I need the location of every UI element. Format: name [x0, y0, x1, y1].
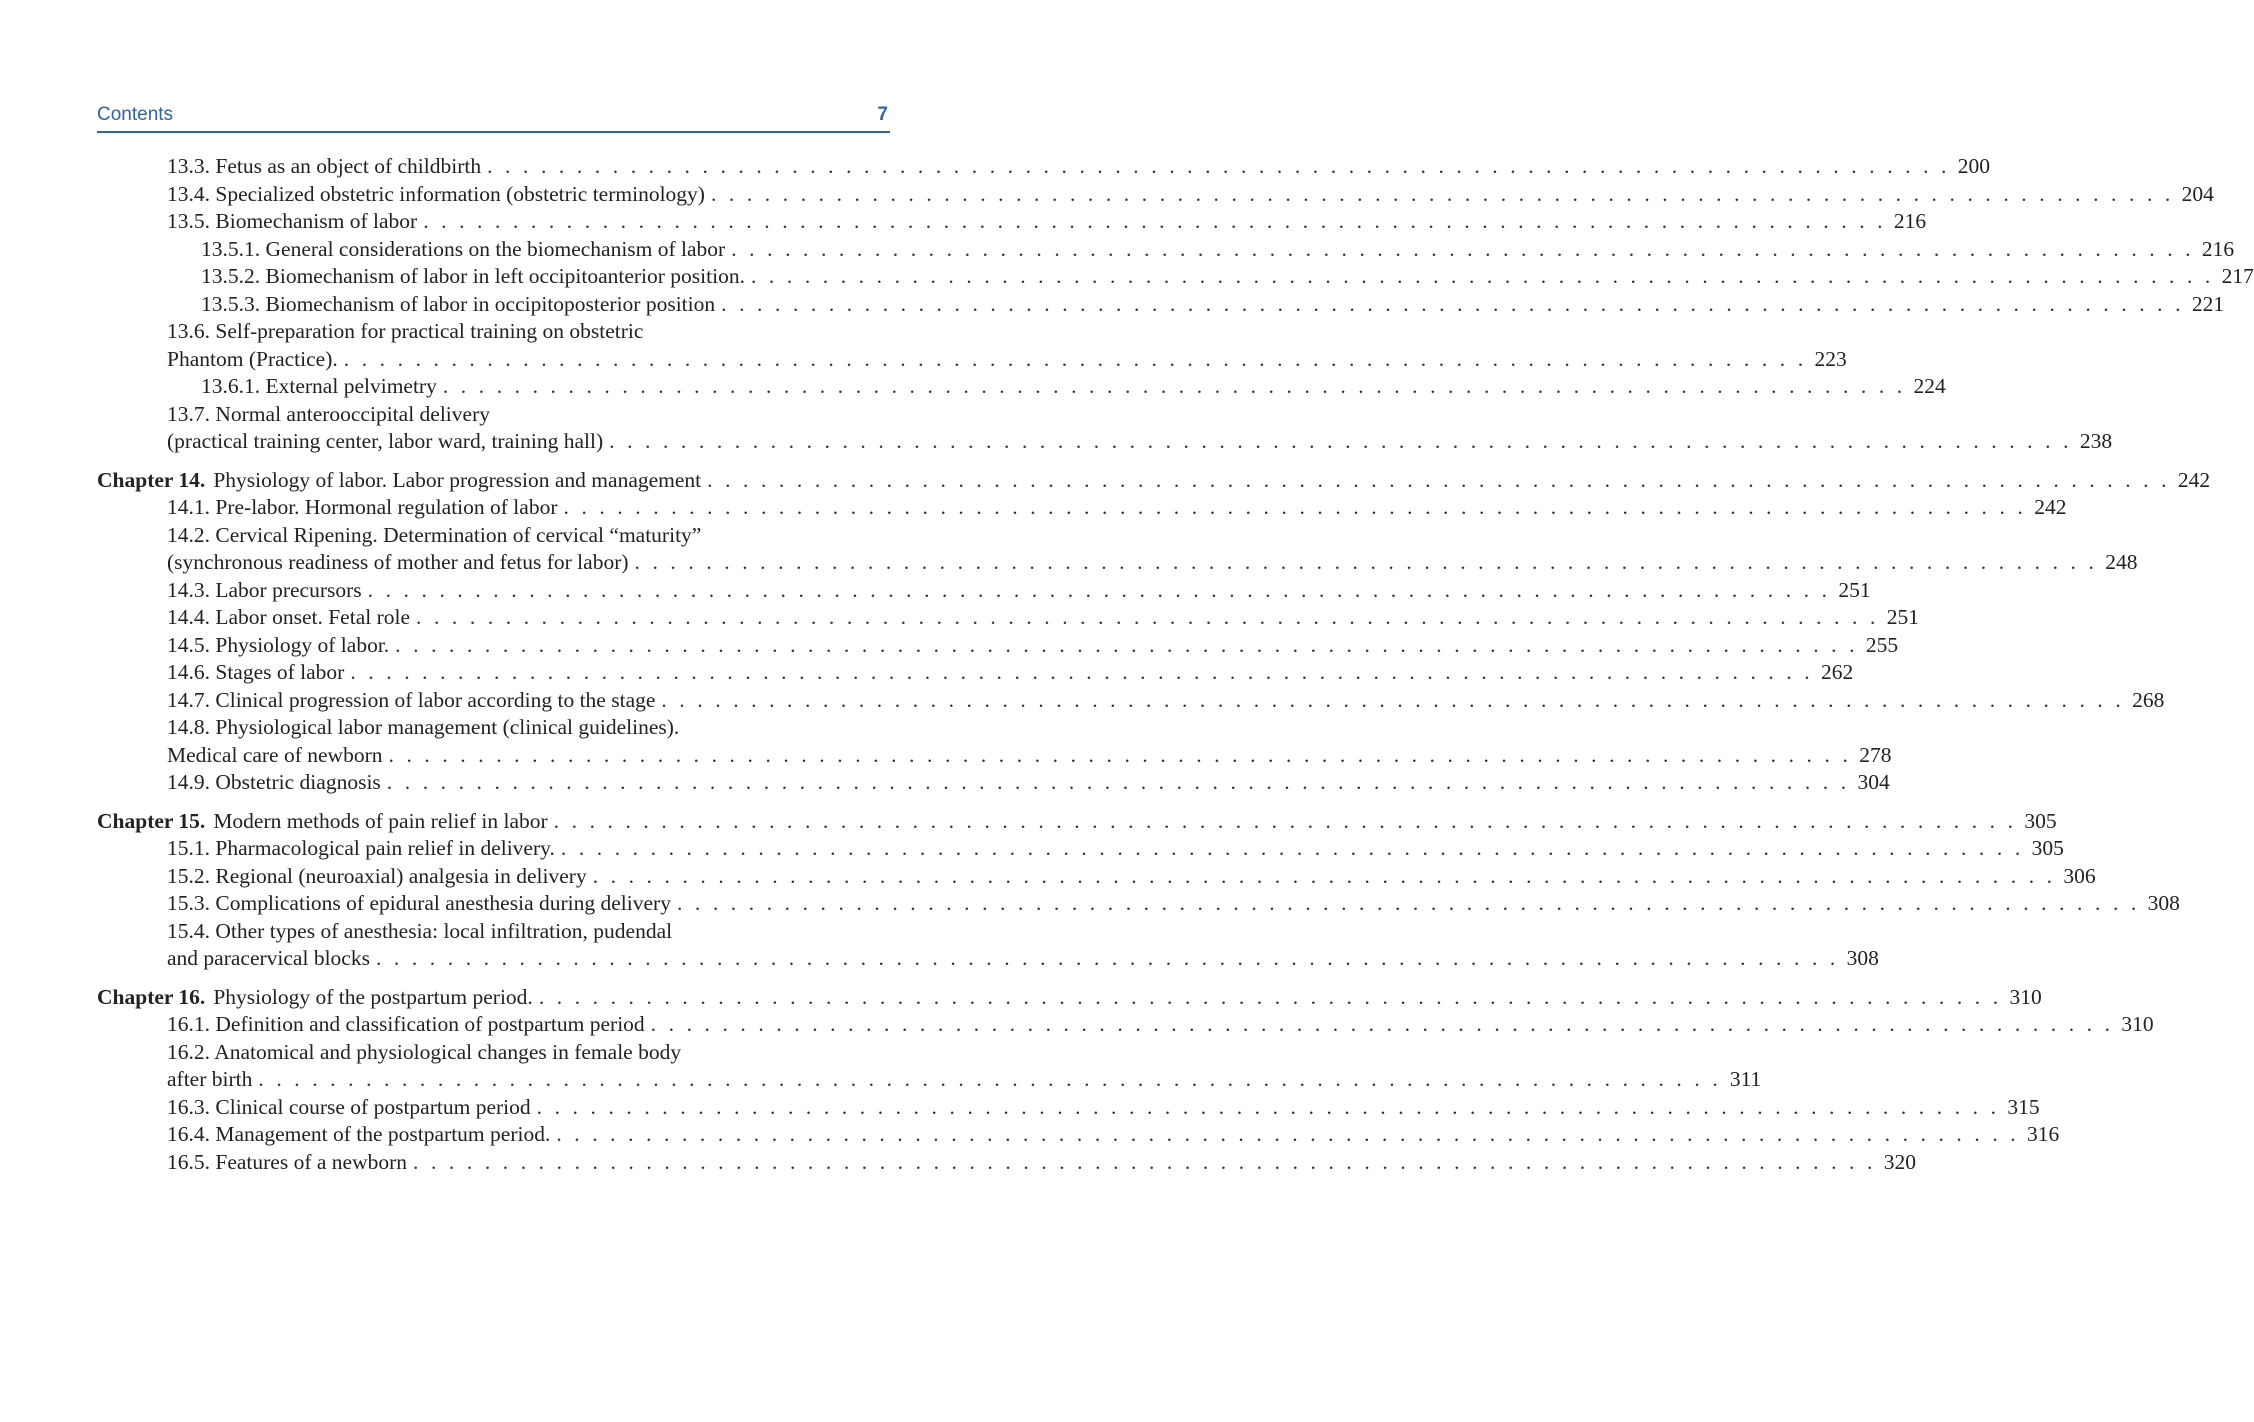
entry-text: Phantom (Practice).: [167, 346, 338, 371]
page-number: 248: [2105, 550, 2138, 574]
toc-entry-title: [167, 494, 558, 522]
toc-entry-title: [201, 373, 437, 401]
page-number: 238: [2079, 429, 2113, 453]
toc-group: [97, 153, 2254, 456]
toc-group: [97, 808, 2180, 973]
page-number: 217: [2221, 264, 2254, 288]
dot-leader: . . . . . . . . . . . . . . . . . . . . . . . . . . . . . . . . . . . . . . . . . . . . . . . . . . . . . . . . . . . . . . . . . . . . . . . . . . . . . . . . . .: [750, 264, 2214, 288]
table-of-contents: [97, 153, 2254, 1187]
entry-text: 14.9. Obstetric diagnosis: [167, 770, 381, 794]
toc-entry-title: [167, 1039, 681, 1067]
toc-entry[interactable]: [97, 401, 889, 429]
entry-text: 14.5. Physiology of labor.: [167, 632, 390, 657]
toc-entry-title: [167, 1011, 645, 1039]
page-number: 204: [2181, 181, 2214, 206]
toc-entry-title: [167, 577, 362, 605]
toc-entry[interactable]: [97, 890, 2180, 918]
page-number: 224: [1913, 374, 1946, 398]
page-number: 278: [1859, 742, 1892, 767]
dot-leader: . . . . . . . . . . . . . . . . . . . . . . . . . . . . . . . . . . . . . . . . . . . . . . . . . . . . . . . . . . . . . . . . . . . . . . . . . . . . . . . . . .: [661, 687, 2125, 712]
toc-entry[interactable]: [97, 1011, 2154, 1039]
page-number: 310: [2009, 984, 2042, 1009]
page-number: 308: [2147, 891, 2180, 915]
dot-leader: . . . . . . . . . . . . . . . . . . . . . . . . . . . . . . . . . . . . . . . . . . . . . . . . . . . . . . . . . . . . . . . . . . . . . . . . . . . . . . . . . .: [563, 495, 2027, 519]
dot-leader: . . . . . . . . . . . . . . . . . . . . . . . . . . . . . . . . . . . . . . . . . . . . . . . . . . . . . . . . . . . . . . . . . . . . . . . . . . . . . . . . . .: [538, 984, 2002, 1009]
page-number: 316: [2027, 1122, 2060, 1146]
toc-entry-title: [167, 604, 410, 632]
entry-text: Medical care of newborn: [167, 742, 383, 767]
toc-entry-title: [167, 632, 389, 660]
dot-leader: . . . . . . . . . . . . . . . . . . . . . . . . . . . . . . . . . . . . . . . . . . . . . . . . . . . . . . . . . . . . . . . . . . . . . . . . . . . . . . . . . .: [350, 660, 1814, 684]
entry-text: Physiology of the postpartum period.: [213, 984, 533, 1009]
entry-text: and paracervical blocks: [167, 946, 370, 970]
running-header: [97, 103, 890, 133]
toc-entry-title: [167, 549, 629, 577]
entry-text: 13.5.3. Biomechanism of labor in occipitoposterior position: [201, 291, 716, 316]
toc-entry[interactable]: [97, 318, 889, 346]
page-number: 268: [2132, 687, 2165, 712]
dot-leader: . . . . . . . . . . . . . . . . . . . . . . . . . . . . . . . . . . . . . . . . . . . . . . . . . . . . . . . . . . . . . . . . . . . . . . . . . . . . . . . . . .: [395, 632, 1859, 657]
entry-text: 14.6. Stages of labor: [167, 660, 345, 684]
dot-leader: . . . . . . . . . . . . . . . . . . . . . . . . . . . . . . . . . . . . . . . . . . . . . . . . . . . . . . . . . . . . . . . . . . . . . . . . . . . . . . . . . .: [721, 291, 2185, 316]
toc-entry[interactable]: [97, 153, 1991, 181]
page-number: 221: [2191, 291, 2225, 316]
entry-text: 16.4. Management of the postpartum period.: [167, 1122, 551, 1146]
page-number: 320: [1883, 1149, 1916, 1174]
toc-entry[interactable]: [97, 522, 889, 550]
entry-text: 13.5. Biomechanism of labor: [167, 209, 418, 233]
dot-leader: . . . . . . . . . . . . . . . . . . . . . . . . . . . . . . . . . . . . . . . . . . . . . . . . . . . . . . . . . . . . . . . . . . . . . . . . . . . . . . . . . .: [388, 742, 1852, 767]
dot-leader: . . . . . . . . . . . . . . . . . . . . . . . . . . . . . . . . . . . . . . . . . . . . . . . . . . . . . . . . . . . . . . . . . . . . . . . . . . . . . . . . . .: [731, 236, 2195, 261]
toc-entry[interactable]: [97, 577, 1871, 605]
entry-text: 15.3. Complications of epidural anesthesia during delivery: [167, 891, 671, 915]
toc-chapter-entry[interactable]: [97, 984, 2042, 1012]
toc-entry-title: [97, 808, 548, 836]
page-number: 306: [2063, 863, 2096, 888]
entry-text: 16.3. Clinical course of postpartum period: [167, 1094, 531, 1119]
dot-leader: . . . . . . . . . . . . . . . . . . . . . . . . . . . . . . . . . . . . . . . . . . . . . . . . . . . . . . . . . . . . . . . . . . . . . . . . . . . . . . . . . .: [710, 181, 2174, 206]
toc-entry-title: [167, 918, 672, 946]
entry-text: 16.2. Anatomical and physiological changes in female body: [167, 1039, 682, 1064]
toc-entry-title: [167, 687, 655, 715]
toc-entry[interactable]: [97, 346, 1847, 374]
entry-text: 14.8. Physiological labor management (clinical guidelines).: [167, 715, 680, 739]
toc-entry[interactable]: [97, 769, 1890, 797]
toc-entry[interactable]: [97, 291, 2225, 319]
dot-leader: . . . . . . . . . . . . . . . . . . . . . . . . . . . . . . . . . . . . . . . . . . . . . . . . . . . . . . . . . . . . . . . . . . . . . . . . . . . . . . . . . .: [592, 863, 2056, 888]
toc-entry-title: [167, 659, 344, 687]
toc-entry[interactable]: [97, 549, 2138, 577]
toc-entry-title: [201, 263, 745, 291]
toc-entry[interactable]: [97, 687, 2165, 715]
dot-leader: . . . . . . . . . . . . . . . . . . . . . . . . . . . . . . . . . . . . . . . . . . . . . . . . . . . . . . . . . . . . . . . . . . . . . . . . . . . . . . . . . .: [258, 1067, 1722, 1091]
entry-text: 14.4. Labor onset. Fetal role: [167, 605, 411, 629]
dot-leader: . . . . . . . . . . . . . . . . . . . . . . . . . . . . . . . . . . . . . . . . . . . . . . . . . . . . . . . . . . . . . . . . . . . . . . . . . . . . . . . . . .: [536, 1094, 2000, 1119]
entry-text: 15.4. Other types of anesthesia: local infiltration, pudendal: [167, 918, 673, 943]
entry-text: 13.6. Self-preparation for practical training on obstetric: [167, 319, 644, 343]
page-number: 262: [1821, 660, 1854, 684]
page-number: 308: [1846, 946, 1879, 970]
toc-entry[interactable]: [97, 945, 1879, 973]
toc-entry-title: [167, 208, 417, 236]
entry-text: 13.5.1. General considerations on the biomechanism of labor: [201, 236, 726, 261]
page-number: 255: [1865, 632, 1899, 657]
dot-leader: . . . . . . . . . . . . . . . . . . . . . . . . . . . . . . . . . . . . . . . . . . . . . . . . . . . . . . . . . . . . . . . . . . . . . . . . . . . . . . . . . .: [676, 891, 2140, 915]
dot-leader: . . . . . . . . . . . . . . . . . . . . . . . . . . . . . . . . . . . . . . . . . . . . . . . . . . . . . . . . . . . . . . . . . . . . . . . . . . . . . . . . . .: [634, 550, 2098, 574]
toc-entry-title: [167, 714, 679, 742]
toc-entry[interactable]: [97, 659, 1854, 687]
header-title: Contents: [97, 104, 174, 125]
toc-entry[interactable]: [97, 1066, 1762, 1094]
page-number: 251: [1886, 605, 1919, 629]
toc-entry[interactable]: [97, 428, 2113, 456]
toc-entry[interactable]: [97, 236, 2235, 264]
toc-entry[interactable]: [97, 863, 2096, 891]
toc-entry-title: [167, 890, 671, 918]
entry-text: 13.3. Fetus as an object of childbirth: [167, 154, 482, 178]
dot-leader: . . . . . . . . . . . . . . . . . . . . . . . . . . . . . . . . . . . . . . . . . . . . . . . . . . . . . . . . . . . . . . . . . . . . . . . . . . . . . . . . . .: [416, 605, 1879, 629]
toc-entry[interactable]: [97, 714, 889, 742]
toc-entry[interactable]: [97, 1039, 889, 1067]
toc-entry-title: [97, 467, 701, 495]
page-number: 216: [2201, 236, 2235, 261]
entry-text: 16.5. Features of a newborn: [167, 1149, 408, 1174]
toc-entry-title: [97, 984, 533, 1012]
entry-text: 13.5.2. Biomechanism of labor in left occipitoanterior position.: [201, 264, 745, 288]
dot-leader: . . . . . . . . . . . . . . . . . . . . . . . . . . . . . . . . . . . . . . . . . . . . . . . . . . . . . . . . . . . . . . . . . . . . . . . . . . . . . . . . . .: [423, 209, 1887, 233]
toc-entry[interactable]: [97, 373, 1946, 401]
toc-entry[interactable]: [97, 918, 889, 946]
chapter-label: Chapter 14.: [97, 467, 206, 492]
entry-text: 14.3. Labor precursors: [167, 577, 362, 602]
toc-entry[interactable]: [97, 208, 1927, 236]
toc-entry-title: [167, 346, 338, 374]
dot-leader: . . . . . . . . . . . . . . . . . . . . . . . . . . . . . . . . . . . . . . . . . . . . . . . . . . . . . . . . . . . . . . . . . . . . . . . . . . . . . . . . . .: [553, 808, 2017, 833]
toc-entry[interactable]: [97, 835, 2064, 863]
dot-leader: . . . . . . . . . . . . . . . . . . . . . . . . . . . . . . . . . . . . . . . . . . . . . . . . . . . . . . . . . . . . . . . . . . . . . . . . . . . . . . . . . .: [413, 1149, 1876, 1174]
dot-leader: . . . . . . . . . . . . . . . . . . . . . . . . . . . . . . . . . . . . . . . . . . . . . . . . . . . . . . . . . . . . . . . . . . . . . . . . . . . . . . . . . .: [343, 346, 1807, 371]
chapter-label: Chapter 15.: [97, 808, 206, 833]
toc-chapter-entry[interactable]: [97, 808, 2057, 836]
dot-leader: . . . . . . . . . . . . . . . . . . . . . . . . . . . . . . . . . . . . . . . . . . . . . . . . . . . . . . . . . . . . . . . . . . . . . . . . . . . . . . . . . .: [487, 154, 1951, 178]
entry-text: (synchronous readiness of mother and fetus for labor): [167, 550, 629, 574]
toc-entry-title: [167, 742, 383, 770]
page-number: 242: [2177, 467, 2211, 492]
entry-text: 16.1. Definition and classification of postpartum period: [167, 1012, 645, 1036]
toc-entry-title: [201, 236, 725, 264]
chapter-label: Chapter 16.: [97, 984, 206, 1009]
toc-chapter-entry[interactable]: [97, 467, 2211, 495]
toc-entry-title: [167, 318, 643, 346]
page-number: 310: [2121, 1012, 2154, 1036]
page-number: 305: [2031, 836, 2064, 860]
toc-entry-title: [167, 945, 370, 973]
page-number: 251: [1838, 577, 1871, 602]
dot-leader: . . . . . . . . . . . . . . . . . . . . . . . . . . . . . . . . . . . . . . . . . . . . . . . . . . . . . . . . . . . . . . . . . . . . . . . . . . . . . . . . . .: [707, 467, 2171, 492]
toc-entry-title: [167, 1149, 407, 1177]
dot-leader: . . . . . . . . . . . . . . . . . . . . . . . . . . . . . . . . . . . . . . . . . . . . . . . . . . . . . . . . . . . . . . . . . . . . . . . . . . . . . . . . . .: [650, 1012, 2114, 1036]
page-number: 304: [1857, 770, 1890, 794]
entry-text: 13.7. Normal anterooccipital delivery: [167, 401, 490, 426]
toc-entry[interactable]: [97, 632, 1899, 660]
toc-entry-title: [167, 1121, 550, 1149]
toc-entry-title: [167, 522, 701, 550]
toc-entry[interactable]: [97, 742, 1892, 770]
entry-text: 14.2. Cervical Ripening. Determination of cervical “maturity”: [167, 522, 702, 547]
page-number: 315: [2007, 1094, 2040, 1119]
entry-text: 14.7. Clinical progression of labor according to the stage: [167, 687, 656, 712]
toc-entry-title: [167, 1094, 531, 1122]
entry-text: Modern methods of pain relief in labor: [213, 808, 548, 833]
toc-entry[interactable]: [97, 181, 2214, 209]
toc-entry[interactable]: [97, 494, 2067, 522]
page-number: 200: [1957, 154, 1991, 178]
toc-group: [97, 984, 2154, 1177]
toc-entry[interactable]: [97, 604, 1919, 632]
entry-text: (practical training center, labor ward, training hall): [167, 429, 604, 453]
toc-entry-title: [201, 291, 715, 319]
toc-entry-title: [167, 1066, 252, 1094]
page-number: 305: [2024, 808, 2057, 833]
entry-text: 13.6.1. External pelvimetry: [201, 374, 437, 398]
toc-entry-title: [167, 835, 555, 863]
entry-text: Physiology of labor. Labor progression and management: [213, 467, 702, 492]
entry-text: 14.1. Pre-labor. Hormonal regulation of labor: [167, 495, 558, 519]
toc-entry[interactable]: [97, 1121, 2060, 1149]
page-number: 223: [1814, 346, 1847, 371]
entry-text: 15.1. Pharmacological pain relief in delivery.: [167, 836, 555, 860]
toc-entry-title: [167, 153, 481, 181]
entry-text: after birth: [167, 1067, 253, 1091]
dot-leader: . . . . . . . . . . . . . . . . . . . . . . . . . . . . . . . . . . . . . . . . . . . . . . . . . . . . . . . . . . . . . . . . . . . . . . . . . . . . . . . . . .: [367, 577, 1831, 602]
dot-leader: . . . . . . . . . . . . . . . . . . . . . . . . . . . . . . . . . . . . . . . . . . . . . . . . . . . . . . . . . . . . . . . . . . . . . . . . . . . . . . . . . .: [386, 770, 1850, 794]
entry-text: 13.4. Specialized obstetric information (obstetric terminology): [167, 181, 705, 206]
toc-entry-title: [167, 863, 587, 891]
dot-leader: . . . . . . . . . . . . . . . . . . . . . . . . . . . . . . . . . . . . . . . . . . . . . . . . . . . . . . . . . . . . . . . . . . . . . . . . . . . . . . . . . .: [556, 1122, 2020, 1146]
toc-entry-title: [167, 401, 490, 429]
page-number: 311: [1729, 1067, 1762, 1091]
dot-leader: . . . . . . . . . . . . . . . . . . . . . . . . . . . . . . . . . . . . . . . . . . . . . . . . . . . . . . . . . . . . . . . . . . . . . . . . . . . . . . . . . .: [375, 946, 1839, 970]
toc-entry[interactable]: [97, 1149, 1916, 1177]
toc-group: [97, 467, 2211, 797]
dot-leader: . . . . . . . . . . . . . . . . . . . . . . . . . . . . . . . . . . . . . . . . . . . . . . . . . . . . . . . . . . . . . . . . . . . . . . . . . . . . . . . . . .: [560, 836, 2024, 860]
toc-entry[interactable]: [97, 263, 2254, 291]
dot-leader: . . . . . . . . . . . . . . . . . . . . . . . . . . . . . . . . . . . . . . . . . . . . . . . . . . . . . . . . . . . . . . . . . . . . . . . . . . . . . . . . . .: [442, 374, 1906, 398]
entry-text: 15.2. Regional (neuroaxial) analgesia in delivery: [167, 863, 587, 888]
toc-entry-title: [167, 181, 705, 209]
page-number: 242: [2034, 495, 2067, 519]
header-page-number: 7: [877, 104, 888, 125]
toc-entry[interactable]: [97, 1094, 2040, 1122]
toc-entry-title: [167, 428, 603, 456]
dot-leader: . . . . . . . . . . . . . . . . . . . . . . . . . . . . . . . . . . . . . . . . . . . . . . . . . . . . . . . . . . . . . . . . . . . . . . . . . . . . . . . . . .: [609, 429, 2073, 453]
toc-entry-title: [167, 769, 381, 797]
page-number: 216: [1893, 209, 1927, 233]
